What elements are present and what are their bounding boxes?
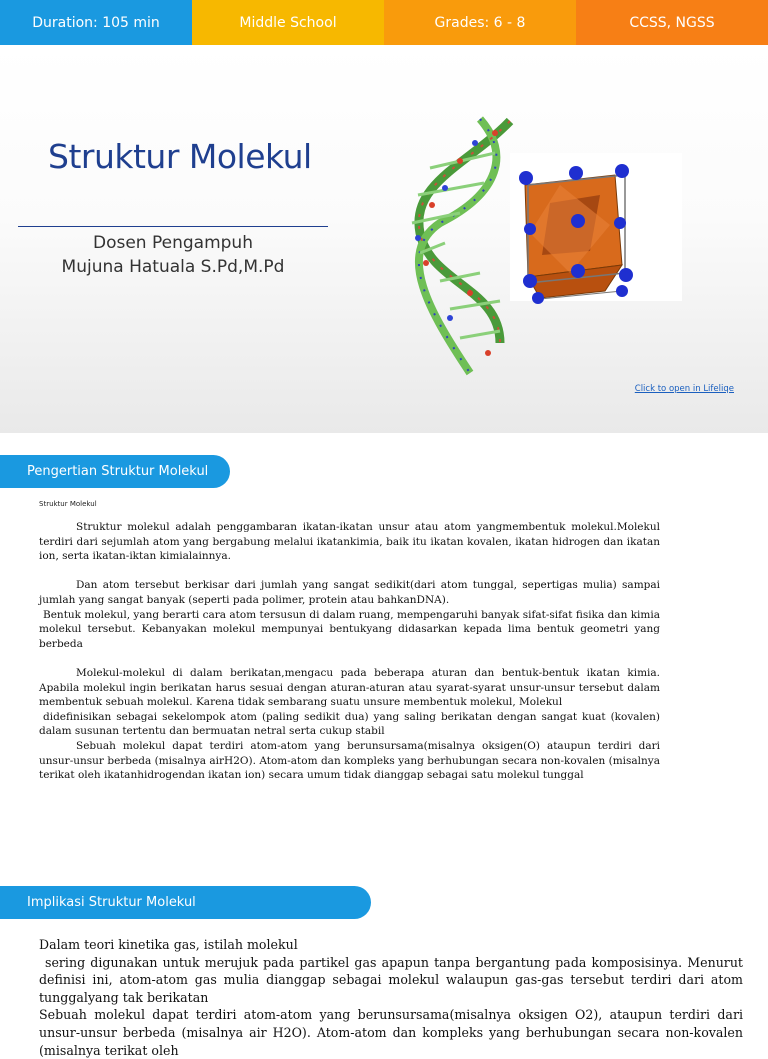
paragraph: Struktur molekul adalah penggambaran ikatan-ikatan unsur atau atom yangmembentuk molekul.Molekul terdiri dari sejumlah atom yang bergabung melalui ikatankimia, baik itu ikatan kovalen, ikatan hidrogen dan ikatan ion, serta ikatan-iktan kimialainnya.	[39, 521, 660, 563]
open-in-lifeliqe-link[interactable]: Click to open in Lifeliqe	[634, 384, 734, 394]
section-tab-pengertian: Pengertian Struktur Molekul	[0, 455, 230, 488]
paragraph: Bentuk molekul, yang berarti cara atom tersusun di dalam ruang, mempengaruhi banyak sifat-sifat fisika dan kimia molekul tersebut. Kebanyakan molekul mempunyai bentukyang didasarkan kepada lima bentuk geometri yang berbeda	[39, 608, 660, 650]
paragraph: sering digunakan untuk merujuk pada partikel gas apapun tanpa bergantung pada komposisinya. Menurut definisi ini, atom-atom gas mulia dianggap sebagai molekul walaupun gas-gas tersebut terdiri dari atom tunggalyang tak berikatan	[39, 954, 743, 1005]
crystal-lattice-icon	[510, 153, 682, 304]
page-title: Struktur Molekul	[48, 137, 312, 176]
document-caption: Struktur Molekul	[39, 500, 97, 508]
info-bar	[0, 0, 768, 45]
paragraph: Sebuah molekul dapat terdiri atom-atom yang berunsursama(misalnya oksigen O2), ataupun terdiri dari unsur-unsur berbeda (misalnya air H2O). Atom-atom dan kompleks yang berhubungan secara non-kovalen (misalnya terikat oleh	[39, 1007, 743, 1058]
paragraph: Sebuah molekul dapat terdiri atom-atom yang berunsursama(misalnya oksigen(O) ataupun terdiri dari unsur-unsur berbeda (misalnya airH2O). Atom-atom dan kompleks yang berhubungan secara non-kovalen (misalnya terikat oleh ikatanhidrogendan ikatan ion) secara umum tidak dianggap sebagai satu molekul tunggal	[39, 739, 660, 782]
grades-badge: Grades: 6 - 8	[384, 0, 576, 45]
paragraph: didefinisikan sebagai sekelompok atom (paling sedikit dua) yang saling berikatan dengan sangat kuat (kovalen) dalam susunan tertentu dan bermuatan netral serta cukup stabil	[39, 710, 660, 738]
title-slide	[0, 45, 768, 433]
definition-text	[39, 520, 660, 783]
paragraph: Molekul-molekul di dalam berikatan,mengacu pada beberapa aturan dan bentuk-bentuk ikatan kimia. Apabila molekul ingin berikatan harus sesuai dengan aturan-aturan atau syarat-syarat unsur-unsur tersebut dalam membentuk sebuah molekul. Karena tidak sembarang suatu unsure membentuk molekul, Molekul	[39, 666, 660, 709]
paragraph: Dalam teori kinetika gas, istilah molekul	[39, 937, 298, 952]
dna-helix-icon	[412, 119, 510, 373]
lecturer-name: Mujuna Hatuala S.Pd,M.Pd	[61, 257, 285, 277]
molecule-image[interactable]	[400, 113, 690, 383]
paragraph: Dan atom tersebut berkisar dari jumlah yang sangat sedikit(dari atom tunggal, sepertigas mulia) sampai jumlah yang sangat banyak (seperti pada polimer, protein atau bahkanDNA).	[39, 579, 660, 606]
section-tab-implikasi: Implikasi Struktur Molekul	[0, 886, 371, 919]
duration-badge: Duration: 105 min	[0, 0, 192, 45]
school-level-badge: Middle School	[192, 0, 384, 45]
lecturer-label: Dosen Pengampuh	[93, 233, 253, 253]
standards-badge: CCSS, NGSS	[576, 0, 768, 45]
lecturer-info	[18, 231, 328, 279]
title-divider	[18, 226, 328, 227]
implication-text	[39, 936, 743, 1059]
